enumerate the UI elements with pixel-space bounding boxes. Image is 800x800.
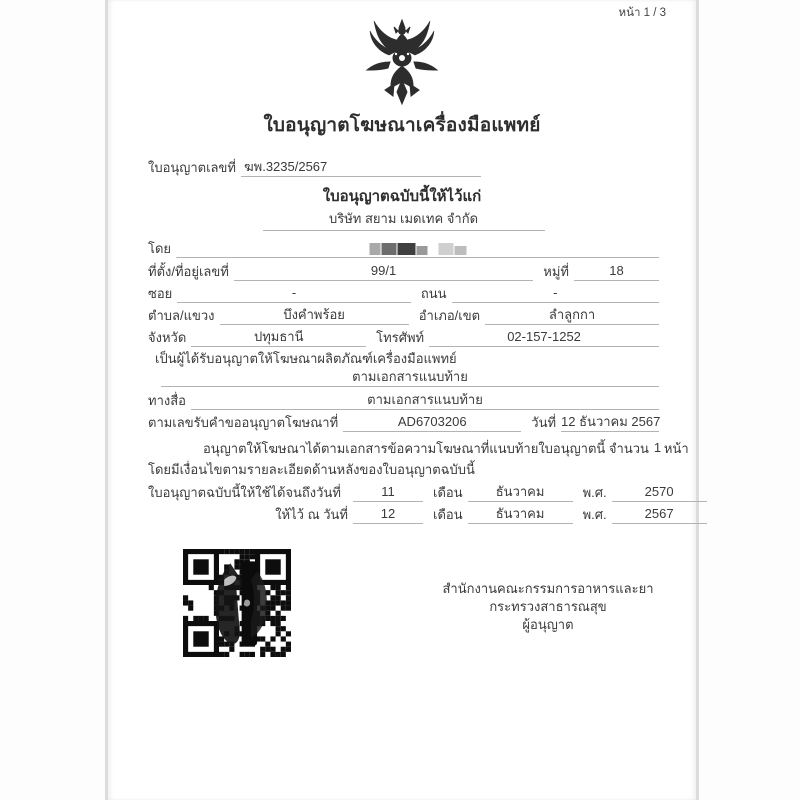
phone-label: โทรศัพท์ (376, 330, 425, 345)
license-number-row (148, 157, 481, 177)
page-number: หน้า 1 / 3 (618, 7, 666, 19)
license-number-label: ใบอนุญาตเลขที่ (148, 160, 236, 175)
document-title: ใบอนุญาตโฆษณาเครื่องมือแพทย์ (263, 115, 541, 136)
issued-on-era-label: พ.ศ. (582, 507, 607, 522)
pages-statement: อนุญาตให้โฆษณาได้ตามเอกสารข้อความโฆษณาที่แนบท้ายใบอนุญาตนี้ จำนวน (203, 441, 649, 456)
media-value: ตามเอกสารแนบท้าย (191, 390, 659, 410)
valid-until-month-label: เดือน (433, 485, 463, 500)
valid-until-year: 2570 (612, 482, 707, 502)
issuer-role: ผู้อนุญาต (522, 617, 574, 632)
district-label: อำเภอ/เขต (418, 308, 481, 323)
valid-until-month: ธันวาคม (468, 482, 573, 502)
garuda-emblem (108, 18, 696, 113)
issued-on-year: 2567 (612, 504, 707, 524)
moo-label: หมู่ที่ (543, 264, 569, 279)
issued-on-label: ให้ไว้ ณ วันที่ (275, 507, 348, 522)
valid-until-label: ใบอนุญาตฉบับนี้ให้ใช้ได้จนถึงวันที่ (148, 485, 341, 500)
province-label: จังหวัด (148, 330, 187, 345)
province-phone-row (148, 327, 659, 347)
road-label: ถนน (420, 286, 447, 301)
paper-sheet (105, 0, 699, 800)
issued-to-heading: ใบอนุญาตฉบับนี้ให้ไว้แก่ (322, 188, 482, 205)
address-value: 99/1 (234, 261, 533, 281)
soi-value: - (177, 283, 411, 303)
issued-on-row (148, 504, 674, 524)
issued-on-day: 12 (353, 504, 423, 524)
phone-value: 02-157-1252 (429, 327, 659, 347)
pages-unit: หน้า (663, 441, 689, 456)
subdistrict-label: ตำบล/แขวง (148, 308, 215, 323)
company-name: บริษัท สยาม เมดเทค จำกัด (263, 209, 545, 231)
application-date-value: 12 ธันวาคม 2567 (561, 412, 659, 432)
media-row (148, 390, 659, 410)
application-row (148, 412, 659, 432)
grant-statement: เป็นผู้ได้รับอนุญาตให้โฆษณาผลิตภัณฑ์เครื่องมือแพทย์ (155, 351, 457, 366)
subdistrict-district-row (148, 305, 659, 325)
issued-on-month: ธันวาคม (468, 504, 573, 524)
valid-until-era-label: พ.ศ. (582, 485, 607, 500)
subdistrict-value: บึงคำพร้อย (220, 305, 409, 325)
issued-on-month-label: เดือน (433, 507, 463, 522)
application-number: AD6703206 (343, 412, 521, 432)
moo-value: 18 (574, 261, 659, 281)
pages-row: อนุญาตให้โฆษณาได้ตามเอกสารข้อความโฆษณาที่แนบท้ายใบอนุญาตนี้ จำนวน 1 หน้า (148, 438, 659, 458)
application-date-label: วันที่ (531, 415, 557, 430)
license-number-value: ฆพ.3235/2567 (241, 157, 481, 177)
media-label: ทางสื่อ (148, 393, 186, 408)
valid-until-day: 11 (353, 482, 423, 502)
issuer-agency: สำนักงานคณะกรรมการอาหารและยา (442, 581, 654, 596)
road-value: - (452, 283, 659, 303)
address-label: ที่ตั้ง/ที่อยู่เลขที่ (148, 264, 229, 279)
province-value: ปทุมธานี (191, 327, 366, 347)
redacted-name (369, 243, 466, 255)
issuer-ministry: กระทรวงสาธารณสุข (489, 599, 607, 614)
issuer-block (408, 580, 688, 634)
district-value: ลำลูกกา (485, 305, 659, 325)
soi-label: ซอย (148, 286, 173, 301)
by-label: โดย (148, 241, 172, 256)
address-row (148, 261, 659, 281)
by-row (148, 239, 659, 258)
qr-code (183, 549, 291, 657)
soi-road-row (148, 283, 659, 303)
attached-doc-row (161, 367, 659, 387)
application-label: ตามเลขรับคำขออนุญาตโฆษณาที่ (148, 415, 339, 430)
attached-doc-value: ตามเอกสารแนบท้าย (161, 367, 659, 387)
by-value-line (176, 257, 659, 258)
valid-until-row (148, 482, 674, 502)
conditions-statement: โดยมีเงื่อนไขตามรายละเอียดด้านหลังของใบอนุญาตฉบับนี้ (148, 462, 475, 477)
company-line (148, 209, 659, 231)
